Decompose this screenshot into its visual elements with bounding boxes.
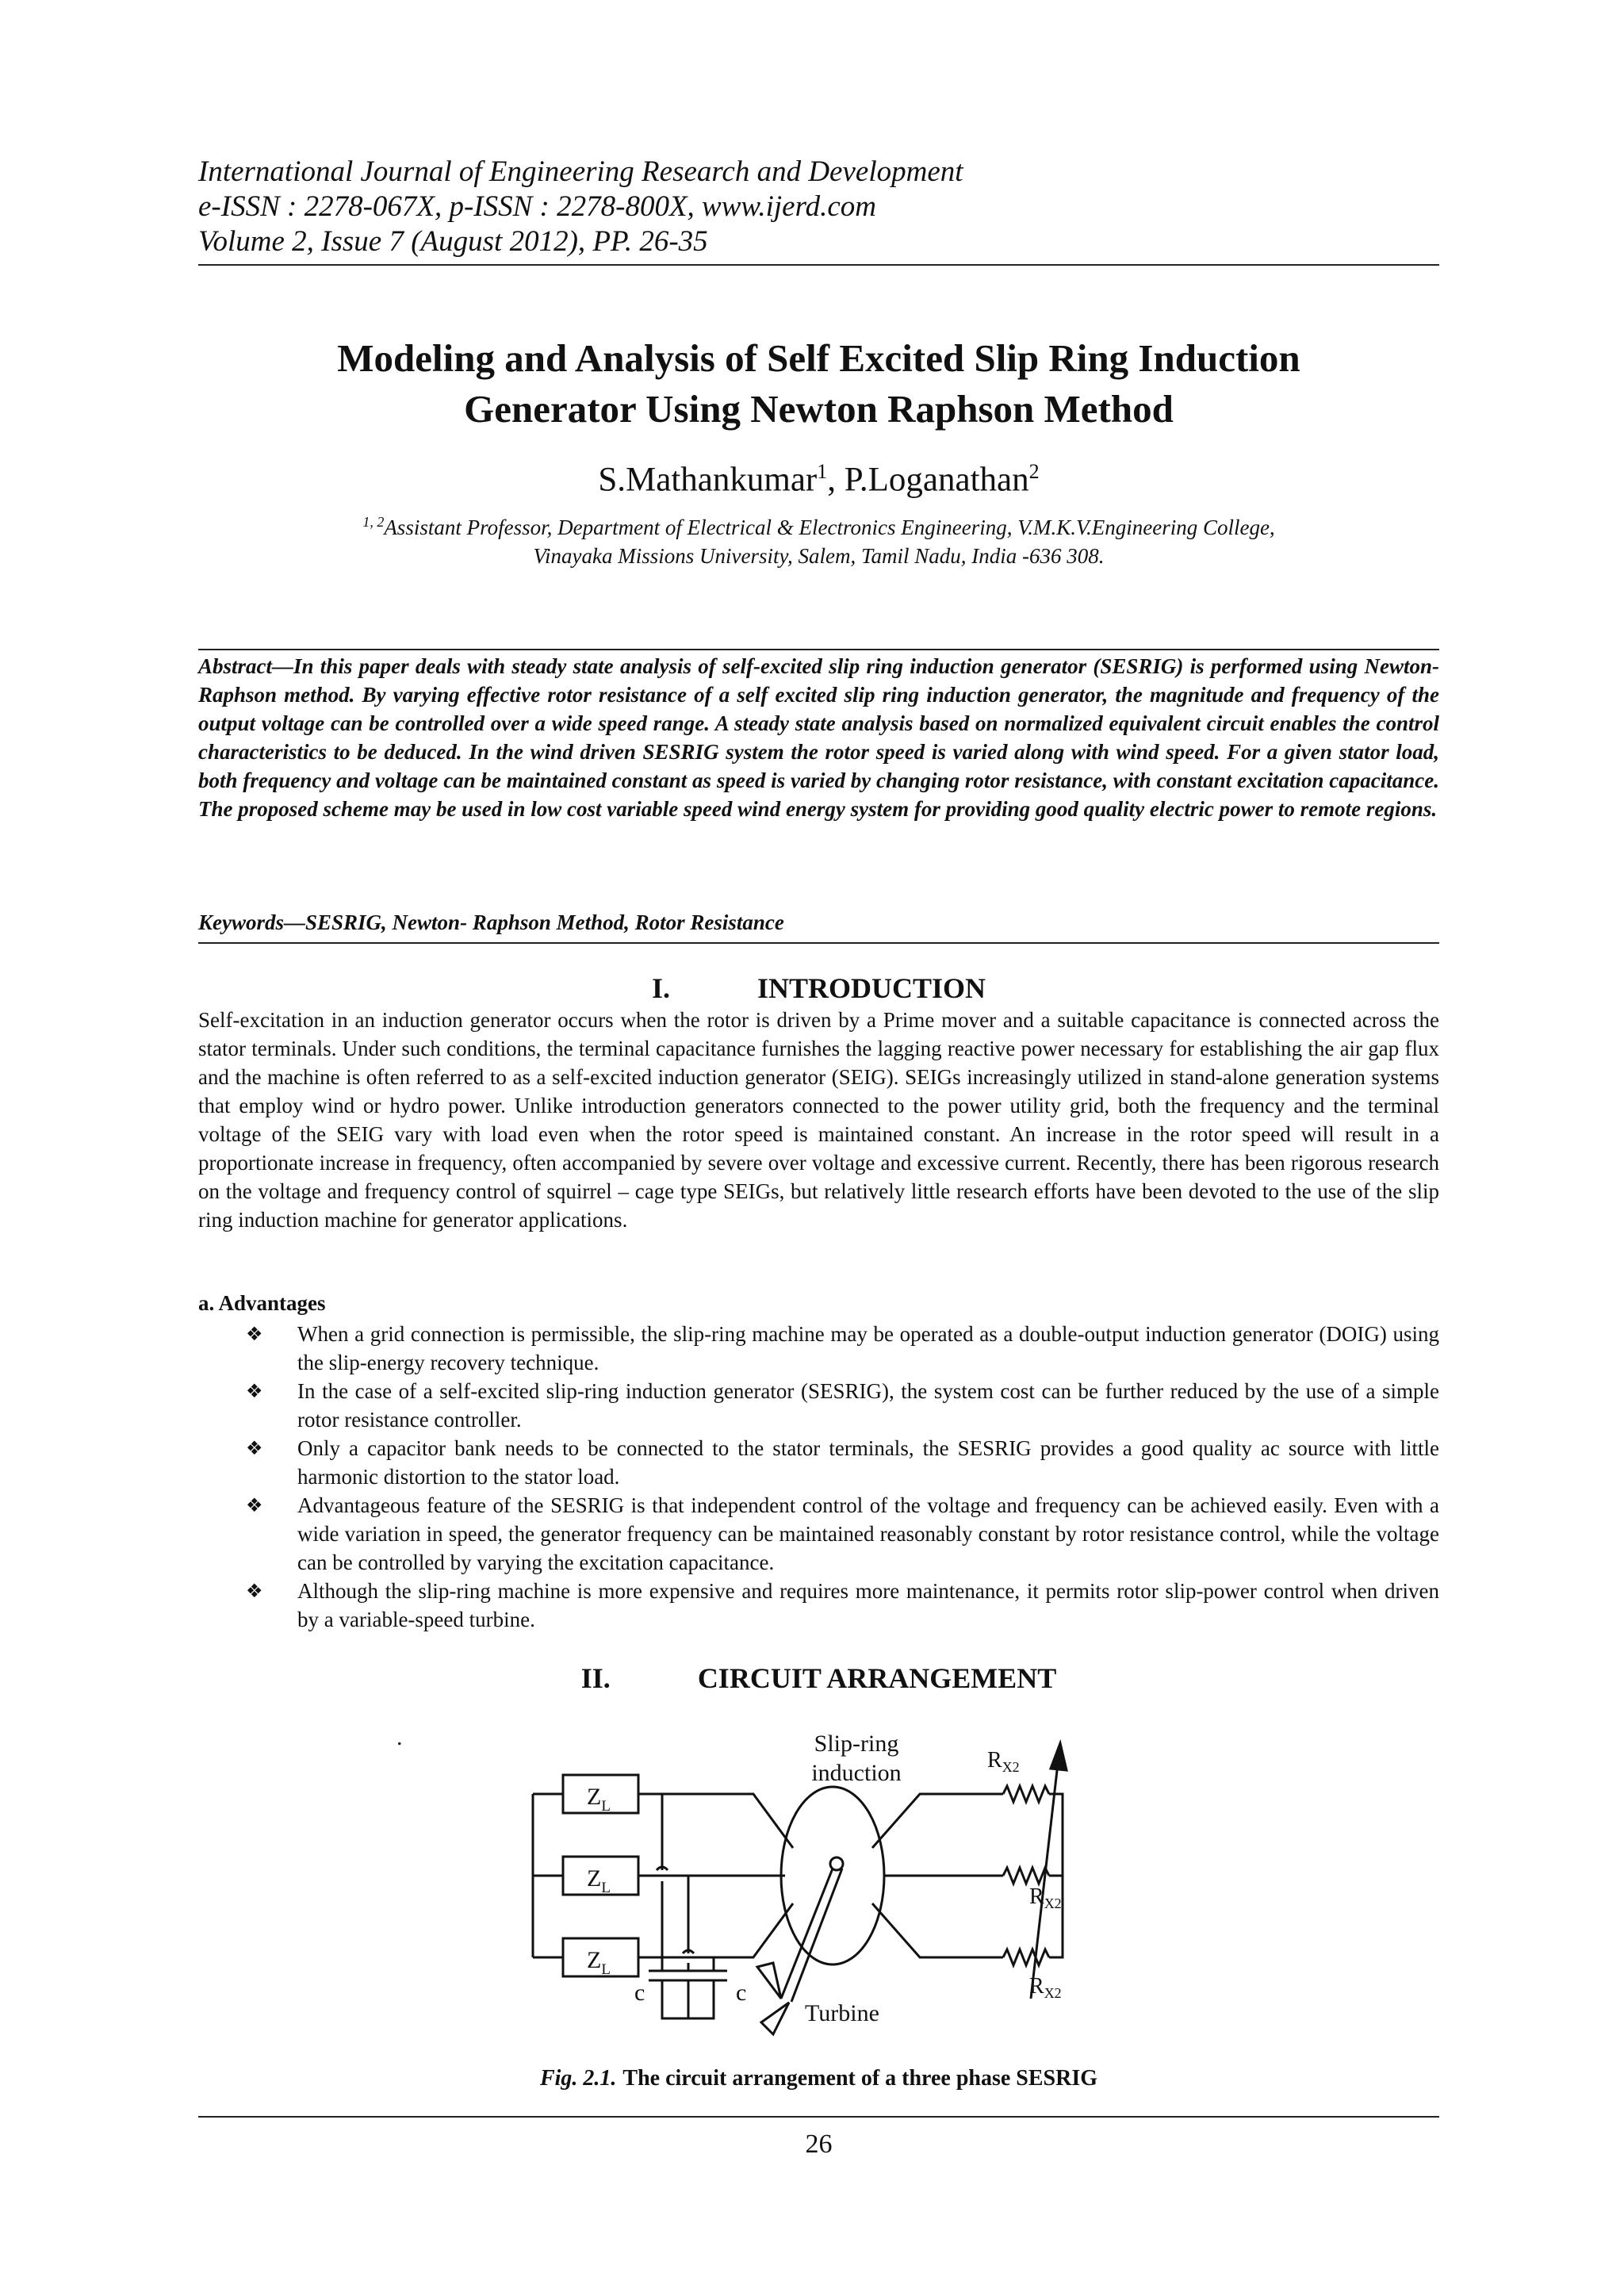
load-label: $Z_L$ [587, 1947, 611, 1978]
turbine-shaft [781, 1869, 842, 2002]
advantage-text: In the case of a self-excited slip-ring induction generator (SESRIG), the system cost can be further reduced by the use of a simple rotor resistance controller. [297, 1379, 1439, 1432]
keywords: Keywords—SESRIG, Newton- Raphson Method, Rotor Resistance [198, 910, 784, 934]
load-label: $Z_L$ [587, 1784, 611, 1815]
author-separator: , [827, 461, 845, 499]
bullet-diamond-icon: ❖ [246, 1580, 263, 1602]
capacitor-symbol [649, 1971, 676, 1980]
section-2-title: CIRCUIT ARRANGEMENT [697, 1662, 1057, 1694]
capacitor-common-wire [662, 1980, 714, 2018]
affiliation-line-1: Assistant Professor, Department of Electrical & Electronics Engineering, V.M.K.V.Engineering College, [384, 516, 1275, 539]
rotor-wire-a [872, 1794, 1003, 1848]
induction-machine [781, 1787, 884, 1964]
advantage-text: When a grid connection is permissible, the slip-ring machine may be operated as a double-output induction generator (DOIG) using the slip-energy recovery technique. [297, 1322, 1439, 1374]
load-label: $Z_L$ [587, 1865, 611, 1896]
figure-caption-label: Fig. 2.1. [539, 2066, 617, 2091]
figure-caption-text: The circuit arrangement of a three phase SESRIG [622, 2066, 1098, 2091]
author-2-sup: 2 [1028, 460, 1040, 483]
journal-name: International Journal of Engineering Research and Development [198, 155, 963, 188]
author-2: P.Loganathan [844, 461, 1029, 499]
advantage-text: Only a capacitor bank needs to be connected to the stator terminals, the SESRIG provides a good quality ac source with little harmonic distortion to the stator load. [297, 1436, 1439, 1489]
journal-issn: e-ISSN : 2278-067X, p-ISSN : 2278-800X, www.ijerd.com [198, 190, 876, 223]
section-1-number: I. [651, 972, 670, 1004]
footer-rule [198, 2116, 1439, 2118]
stray-dot: . [396, 1724, 403, 1750]
affiliation-sup: 1, 2 [362, 514, 385, 530]
advantage-text: Although the slip-ring machine is more expensive and requires more maintenance, it permits rotor slip-power control when driven by a variable-speed turbine. [297, 1579, 1439, 1631]
resistor-label: $R_{X2}$ [987, 1748, 1020, 1775]
introduction-paragraph: Self-excitation in an induction generator occurs when the rotor is driven by a Prime mover and a suitable capacitance is connected across the stator terminals. Under such conditions, the terminal capacitance furnishes the lagging reactive power necessary for establishing the air gap flux and the machine is often referred to as a self-excited induction generator (SEIG). SEIGs increasingly utilized in stand-alone generation systems that employ wind or hydro power. Unlike introduction generators connected to the power utility grid, both the frequency and the terminal voltage of the SEIG vary with load even when the rotor speed is maintained constant. An increase in the rotor speed will result in a proportionate increase in frequency, often accompanied by severe over voltage and excessive current. Recently, there has been rigorous research on the voltage and frequency control of squirrel – cage type SEIGs, but relatively little research efforts have been devoted to the use of the slip ring induction machine for generator applications. [198, 1008, 1439, 1232]
rotor-resistor [1003, 1786, 1049, 1802]
paper-title-line-1: Modeling and Analysis of Self Excited Slip Ring Induction [337, 336, 1300, 380]
load-bus-taps [533, 1794, 563, 1957]
bullet-diamond-icon: ❖ [246, 1380, 263, 1402]
rotor-resistor [1003, 1868, 1049, 1884]
arrow-head-icon [1051, 1743, 1067, 1770]
section-2-number: II. [580, 1662, 611, 1694]
advantage-text: Advantageous feature of the SESRIG is that independent control of the voltage and frequency can be achieved easily. Even with a wide variation in speed, the generator frequency can be maintained reasonably constant by rotor resistance control, while the voltage can be controlled by varying the excitation capacitance. [297, 1493, 1439, 1574]
section-1-title: INTRODUCTION [756, 972, 986, 1004]
turbine-blade-icon [757, 1963, 789, 2034]
journal-volume: Volume 2, Issue 7 (August 2012), PP. 26-35 [198, 225, 708, 258]
machine-label-line-2: induction [811, 1760, 902, 1786]
bullet-diamond-icon: ❖ [246, 1437, 263, 1459]
figure-caption [198, 2066, 1439, 2091]
capacitor-symbol [700, 1971, 727, 1980]
page-number: 26 [805, 2129, 833, 2159]
capacitor-label-right: c [736, 1980, 747, 2006]
author-1: S.Mathankumar [598, 461, 818, 499]
capacitor-label-left: c [634, 1980, 645, 2006]
advantages-heading: a. Advantages [198, 1291, 326, 1315]
author-1-sup: 1 [817, 460, 828, 483]
abstract: Abstract—In this paper deals with steady state analysis of self-excited slip ring induction generator (SESRIG) is performed using Newton- Raphson method. By varying effective rotor resistance of a self excited slip ring induction generator, the magnitude and frequency of the output voltage can be controlled over a wide speed range. A steady state analysis based on normalized equivalent circuit enables the control characteristics to be deduced. In the wind driven SESRIG system the rotor speed is varied along with wind speed. For a given stator load, both frequency and voltage can be maintained constant as speed is varied by changing rotor resistance, with constant excitation capacitance. The proposed scheme may be used in low cost variable speed wind energy system for providing good quality electric power to remote regions. [198, 654, 1439, 821]
bullet-diamond-icon: ❖ [246, 1494, 263, 1516]
capacitor-symbol [675, 1971, 702, 1980]
resistor-label: $R_{X2}$ [1029, 1974, 1062, 2001]
rotor-wire-c [872, 1903, 1003, 1957]
rotor-resistor [1003, 1949, 1049, 1965]
resistor-label: $R_{X2}$ [1029, 1884, 1062, 1911]
machine-label-line-1: Slip-ring [814, 1731, 899, 1757]
turbine-label: Turbine [805, 2000, 879, 2026]
paper-title-line-2: Generator Using Newton Raphson Method [464, 387, 1174, 431]
bullet-diamond-icon: ❖ [246, 1323, 263, 1345]
affiliation-line-2: Vinayaka Missions University, Salem, Tamil Nadu, India -636 308. [533, 544, 1105, 568]
